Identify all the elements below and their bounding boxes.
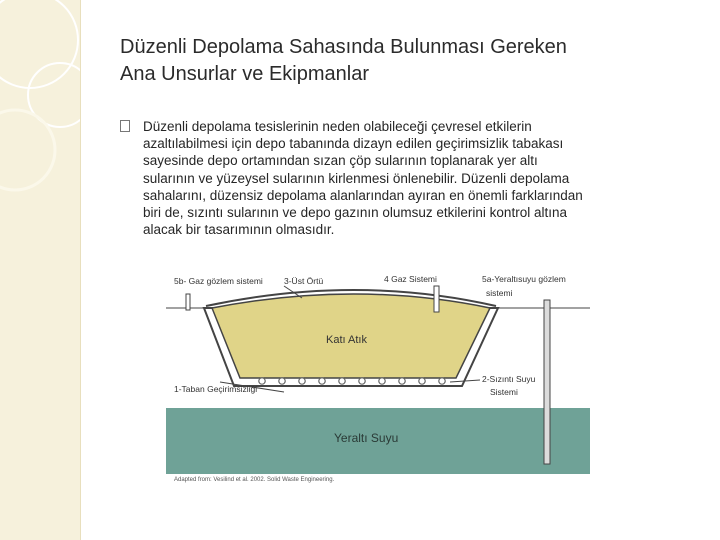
title-line: Ana Unsurlar ve Ekipmanlar	[120, 63, 369, 85]
gas-monitoring-label: 5b- Gaz gözlem sistemi	[174, 276, 263, 286]
title-line: Düzenli Depolama Sahasında Bulunması Gereken	[120, 36, 567, 58]
decorative-circles	[0, 0, 80, 540]
bullet-line: sayesinde depo ortamından sızan çöp sularının toplanarak yer altı	[143, 153, 538, 169]
solid-waste-label: Katı Atık	[326, 334, 367, 346]
top-cover-label: 3-Üst Örtü	[284, 276, 324, 286]
gas-monitoring-well	[186, 294, 190, 310]
bullet-marker-icon	[120, 120, 130, 132]
groundwater-label: Yeraltı Suyu	[334, 431, 399, 445]
groundwater-monitoring-well	[544, 300, 550, 464]
bullet-line: alacak bir tasarımının olmasıdır.	[143, 222, 335, 238]
bullet-text	[143, 118, 698, 238]
groundwater-monitoring-label: 5a-Yeraltısuyu gözlem	[482, 274, 566, 284]
landfill-diagram	[166, 264, 590, 488]
bullet-line: sularının ve yüzeysel sularının kirlenmesi önlenebilir. Düzenli depolama	[143, 170, 570, 186]
base-liner-label: 1-Taban Geçirimsizliği	[174, 384, 258, 394]
slide-title	[120, 34, 700, 88]
bullet-line: Düzenli depolama tesislerinin neden olabileceği çevresel etkilerin	[143, 119, 532, 134]
leachate-label: 2-Sızıntı Suyu	[482, 374, 536, 384]
source-caption: Adapted from: Vesilind et al. 2002. Solid Waste Engineering.	[174, 477, 335, 483]
gas-well	[434, 286, 439, 312]
decorative-side-band	[0, 0, 81, 540]
leachate-label-2: Sistemi	[490, 387, 518, 397]
groundwater-monitoring-label-2: sistemi	[486, 288, 513, 298]
landfill-diagram-svg	[166, 264, 590, 488]
bullet-line: azaltılabilmesi için depo tabanında dizayn edilen geçirimsizlik tabakası	[143, 136, 564, 152]
bullet-line: biri de, sızıntı sularının ve depo gazının olumsuz etkilerini kontrol altına	[143, 205, 567, 221]
bullet-line: sahalarını, düzensiz depolama alanlarından ayıran en önemli farklarından	[143, 187, 583, 203]
gas-system-label: 4 Gaz Sistemi	[384, 274, 437, 284]
